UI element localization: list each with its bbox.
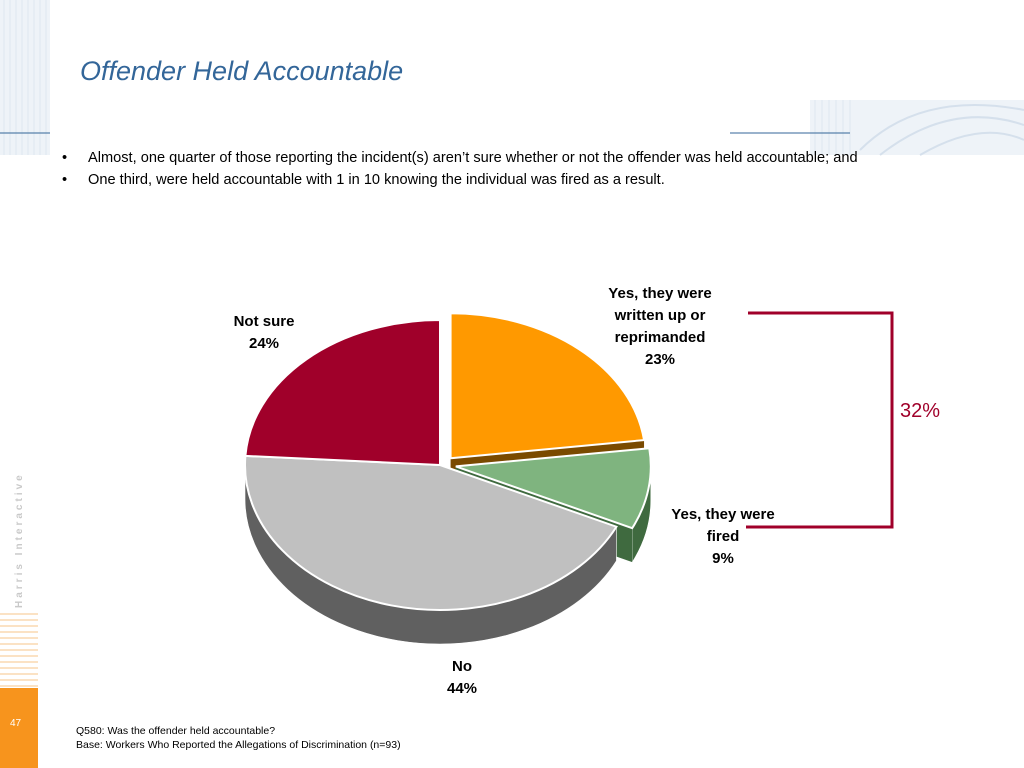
label-no-line1: No [452, 658, 472, 675]
page-number: 47 [10, 718, 22, 729]
label-written-up-line3: reprimanded [614, 329, 706, 346]
label-not-sure-line1: Not sure [233, 313, 295, 330]
label-written-up-value: 23% [644, 351, 676, 368]
label-not-sure-value: 24% [248, 335, 280, 352]
label-no-value: 44% [446, 680, 478, 697]
page-number-box [0, 688, 38, 768]
brand-text: Harris Interactive [14, 472, 25, 608]
label-fired-line1: Yes, they were [671, 506, 775, 523]
label-written-up [585, 283, 735, 371]
label-not-sure [214, 311, 314, 355]
footnote-base: Base: Workers Who Reported the Allegations of Discrimination (n=93) [76, 739, 401, 751]
bullet-item: • One third, were held accountable with 1 in 10 knowing the individual was fired as a result. [62, 169, 1012, 191]
label-fired-line2: fired [706, 528, 740, 545]
bracket-total-label: 32% [900, 400, 941, 422]
label-written-up-line2: written up or [614, 307, 706, 324]
footnote [76, 724, 401, 752]
bracket [740, 305, 900, 535]
page-title: Offender Held Accountable [80, 56, 404, 86]
footnote-question: Q580: Was the offender held accountable? [76, 725, 276, 737]
label-no [412, 656, 512, 700]
label-written-up-line1: Yes, they were [608, 285, 712, 302]
bullet-item: • Almost, one quarter of those reporting the incident(s) aren’t sure whether or not the offender was held accountable; and [62, 147, 1012, 169]
label-fired-value: 9% [712, 550, 734, 567]
